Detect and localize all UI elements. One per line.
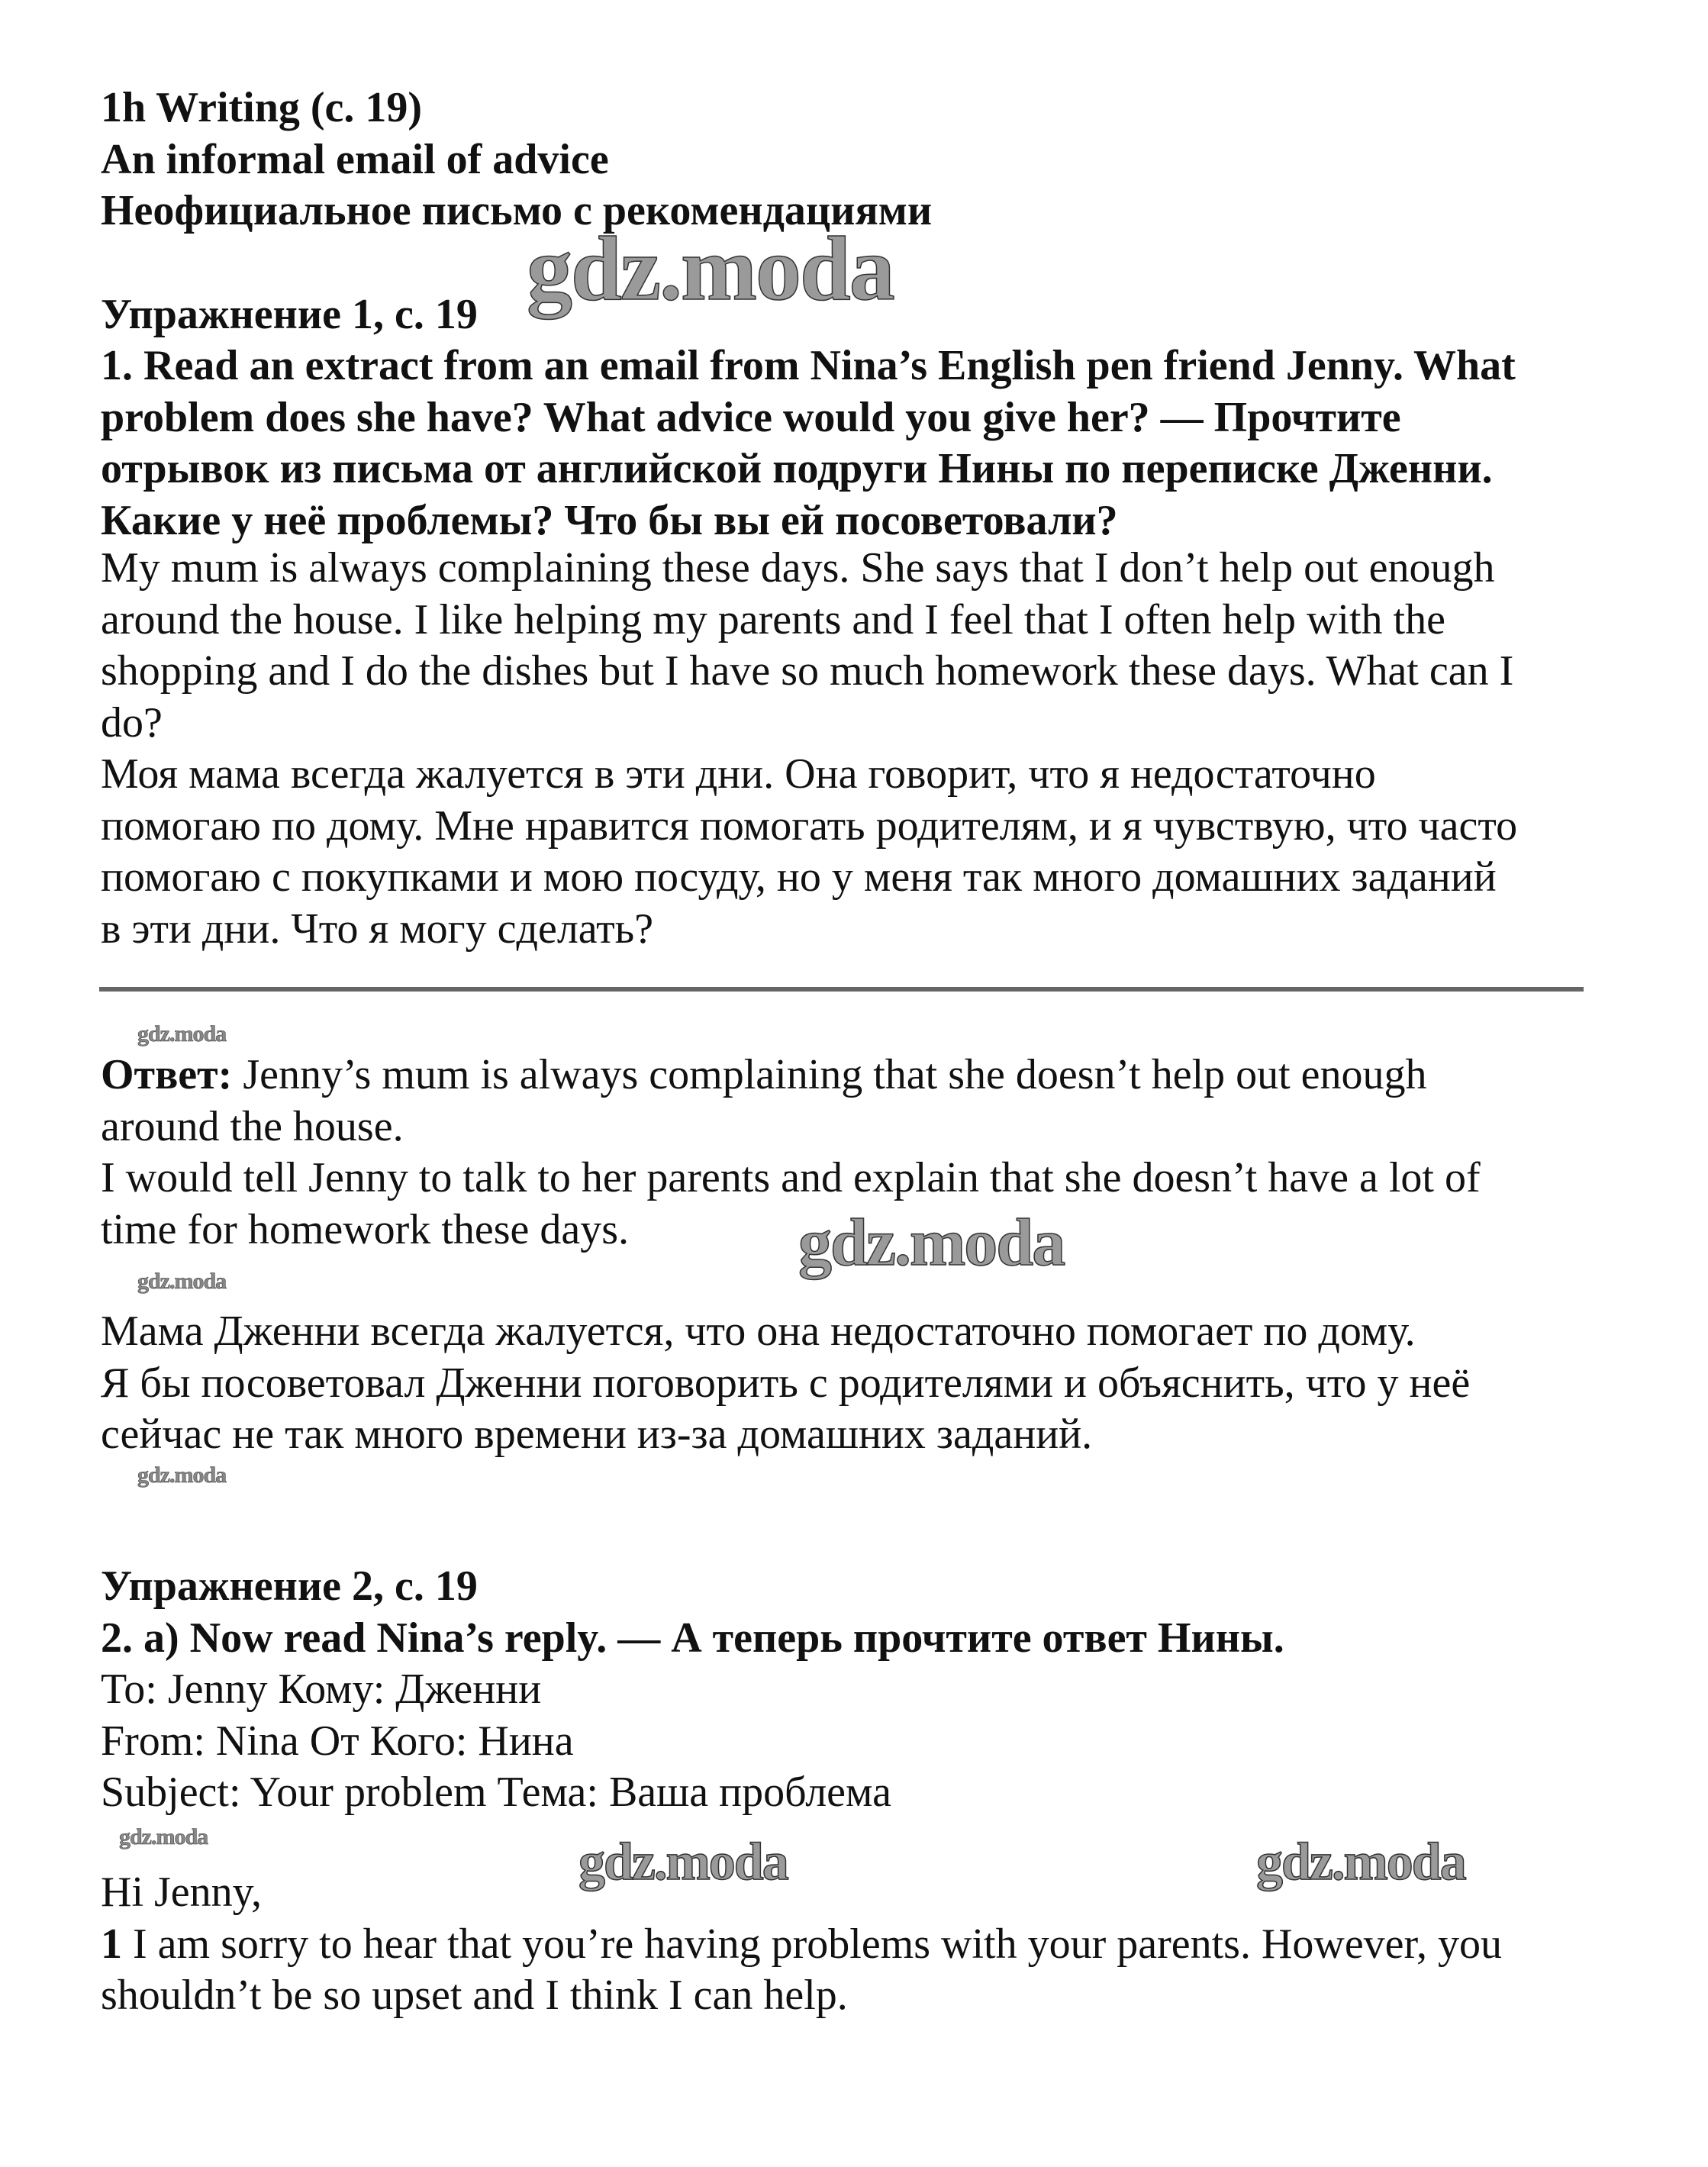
watermark-logo: gdz.moda	[1256, 1833, 1465, 1891]
answer-line: time for homework these days.	[101, 1205, 630, 1253]
email-to: To: Jenny Кому: Дженни	[101, 1666, 542, 1713]
text-line: My mum is always complaining these days. She says that I don’t help out enough	[101, 544, 1495, 592]
answer-line: сейчас не так много времени из-за домашних заданий.	[101, 1411, 1093, 1458]
text-line: помогаю по дому. Мне нравится помогать родителям, и я чувствую, что часто	[101, 801, 1518, 850]
text-line: в эти дни. Что я могу сделать?	[101, 905, 654, 953]
watermark-logo: gdz.moda	[137, 1269, 227, 1294]
text-line: around the house. I like helping my parents and I feel that I often help with the	[101, 595, 1445, 643]
watermark-logo: gdz.moda	[137, 1462, 227, 1488]
task-line: problem does she have? What advice would you give her? — Прочтите	[101, 393, 1401, 441]
divider	[99, 987, 1584, 992]
answer-text: Jenny’s mum is always complaining that she doesn’t help out enough	[232, 1051, 1427, 1098]
email-paragraph-line	[101, 1919, 1612, 1971]
email-paragraph-line: shouldn’t be so upset and I think I can help.	[101, 1972, 848, 2019]
email-from: From: Nina От Кого: Нина	[101, 1717, 574, 1765]
section-title: 1h Writing (c. 19)	[101, 84, 423, 131]
exercise2-heading: Упражнение 2, с. 19	[101, 1562, 478, 1610]
task-line: отрывок из письма от английской подруги Нины по переписке Дженни.	[101, 445, 1493, 492]
answer-first-line	[101, 1050, 1612, 1101]
answer-label: Ответ:	[101, 1051, 233, 1098]
exercise1-text	[101, 543, 1612, 955]
watermark-logo: gdz.moda	[527, 218, 894, 319]
text-line: Моя мама всегда жалуется в эти дни. Она говорит, что я недостаточно	[101, 750, 1376, 798]
section-subtitle-ru: Неофициальное письмо с рекомендациями	[101, 187, 933, 234]
answer-line: around the house.	[101, 1102, 404, 1150]
watermark-logo: gdz.moda	[798, 1206, 1065, 1280]
exercise2-task: 2. a) Now read Nina’s reply. — А теперь прочтите ответ Нины.	[101, 1614, 1284, 1662]
watermark-logo: gdz.moda	[119, 1824, 208, 1849]
task-line: Какие у неё проблемы? Что бы вы ей посоветовали?	[101, 496, 1118, 544]
email-subject: Subject: Your problem Тема: Ваша проблема	[101, 1769, 891, 1816]
page-header	[101, 82, 1612, 237]
paragraph-text: I am sorry to hear that you’re having problems with your parents. However, you	[122, 1920, 1502, 1968]
answer-line: Мама Дженни всегда жалуется, что она недостаточно помогает по дому.	[101, 1308, 1416, 1355]
text-line: помогаю с покупками и мою посуду, но у меня так много домашних заданий	[101, 853, 1497, 901]
answer-line: Я бы посоветовал Дженни поговорить с родителями и объяснить, что у неё	[101, 1359, 1471, 1407]
text-line: do?	[101, 698, 163, 747]
task-line: 1. Read an extract from an email from Nina’s English pen friend Jenny. What	[101, 342, 1516, 389]
watermark-logo: gdz.moda	[578, 1833, 788, 1891]
exercise2	[101, 1561, 1612, 1819]
answer-line: I would tell Jenny to talk to her parents and explain that she doesn’t have a lot of	[101, 1154, 1481, 1201]
paragraph-number: 1	[101, 1920, 122, 1968]
answer-ru	[101, 1306, 1612, 1461]
text-line: shopping and I do the dishes but I have so much homework these days. What can I	[101, 647, 1514, 695]
exercise1-heading: Упражнение 1, с. 19	[101, 291, 478, 338]
watermark-logo: gdz.moda	[137, 1021, 227, 1046]
section-subtitle-en: An informal email of advice	[101, 135, 609, 183]
exercise1-task	[101, 340, 1612, 547]
email-greeting: Hi Jenny,	[101, 1869, 263, 1916]
